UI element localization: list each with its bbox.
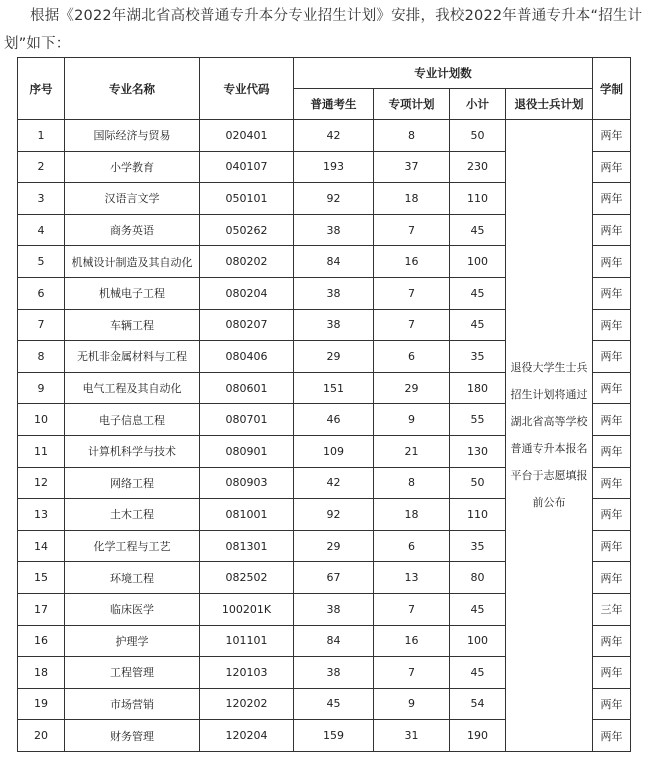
cell-major-code: 080601 — [200, 372, 294, 404]
cell-duration: 两年 — [593, 151, 631, 183]
cell-major-name: 汉语言文学 — [65, 183, 200, 215]
cell-duration: 两年 — [593, 657, 631, 689]
cell-subtotal: 100 — [450, 246, 506, 278]
cell-duration: 两年 — [593, 688, 631, 720]
cell-duration: 两年 — [593, 341, 631, 373]
cell-regular: 193 — [294, 151, 374, 183]
cell-regular: 38 — [294, 309, 374, 341]
cell-major-name: 商务英语 — [65, 214, 200, 246]
cell-subtotal: 35 — [450, 530, 506, 562]
cell-subtotal: 110 — [450, 183, 506, 215]
cell-regular: 38 — [294, 277, 374, 309]
cell-major-code: 120103 — [200, 657, 294, 689]
cell-special: 31 — [374, 720, 450, 752]
cell-special: 6 — [374, 530, 450, 562]
cell-major-name: 化学工程与工艺 — [65, 530, 200, 562]
cell-major-code: 120202 — [200, 688, 294, 720]
cell-major-name: 财务管理 — [65, 720, 200, 752]
cell-index: 4 — [18, 214, 65, 246]
cell-major-code: 080903 — [200, 467, 294, 499]
table-body — [18, 120, 631, 752]
cell-subtotal: 50 — [450, 467, 506, 499]
cell-major-code: 100201K — [200, 593, 294, 625]
header-plan-group: 专业计划数 — [294, 58, 593, 89]
header-subtotal: 小计 — [450, 89, 506, 120]
cell-special: 6 — [374, 341, 450, 373]
header-duration: 学制 — [593, 58, 631, 120]
cell-subtotal: 80 — [450, 562, 506, 594]
cell-regular: 38 — [294, 214, 374, 246]
cell-major-code: 081301 — [200, 530, 294, 562]
cell-index: 15 — [18, 562, 65, 594]
cell-index: 12 — [18, 467, 65, 499]
cell-major-code: 080207 — [200, 309, 294, 341]
cell-subtotal: 230 — [450, 151, 506, 183]
cell-special: 18 — [374, 499, 450, 531]
cell-major-code: 050262 — [200, 214, 294, 246]
cell-index: 8 — [18, 341, 65, 373]
cell-subtotal: 50 — [450, 120, 506, 152]
cell-special: 8 — [374, 467, 450, 499]
cell-index: 18 — [18, 657, 65, 689]
cell-regular: 38 — [294, 657, 374, 689]
cell-subtotal: 45 — [450, 657, 506, 689]
cell-regular: 29 — [294, 341, 374, 373]
cell-regular: 92 — [294, 183, 374, 215]
cell-special: 21 — [374, 435, 450, 467]
cell-subtotal: 180 — [450, 372, 506, 404]
cell-major-code: 040107 — [200, 151, 294, 183]
cell-major-name: 国际经济与贸易 — [65, 120, 200, 152]
cell-major-code: 120204 — [200, 720, 294, 752]
cell-duration: 两年 — [593, 435, 631, 467]
cell-special: 16 — [374, 246, 450, 278]
cell-major-code: 101101 — [200, 625, 294, 657]
cell-subtotal: 190 — [450, 720, 506, 752]
cell-regular: 38 — [294, 593, 374, 625]
cell-duration: 两年 — [593, 404, 631, 436]
cell-index: 16 — [18, 625, 65, 657]
enrollment-plan-table — [17, 57, 631, 752]
cell-regular: 109 — [294, 435, 374, 467]
cell-index: 11 — [18, 435, 65, 467]
cell-duration: 两年 — [593, 625, 631, 657]
cell-index: 13 — [18, 499, 65, 531]
header-index: 序号 — [18, 58, 65, 120]
cell-subtotal: 45 — [450, 593, 506, 625]
header-veteran: 退役士兵计划 — [506, 89, 593, 120]
cell-regular: 92 — [294, 499, 374, 531]
cell-regular: 29 — [294, 530, 374, 562]
cell-major-code: 080701 — [200, 404, 294, 436]
cell-special: 16 — [374, 625, 450, 657]
cell-subtotal: 45 — [450, 214, 506, 246]
cell-duration: 两年 — [593, 277, 631, 309]
cell-special: 8 — [374, 120, 450, 152]
cell-duration: 两年 — [593, 120, 631, 152]
cell-regular: 159 — [294, 720, 374, 752]
cell-index: 1 — [18, 120, 65, 152]
cell-special: 37 — [374, 151, 450, 183]
cell-special: 7 — [374, 593, 450, 625]
cell-major-name: 机械电子工程 — [65, 277, 200, 309]
veteran-plan-note: 退役大学生士兵招生计划将通过湖北省高等学校普通专升本报名平台于志愿填报前公布 — [506, 120, 593, 752]
cell-duration: 两年 — [593, 372, 631, 404]
cell-regular: 67 — [294, 562, 374, 594]
cell-index: 2 — [18, 151, 65, 183]
intro-paragraph: 根据《2022年湖北省高校普通专升本分专业招生计划》安排，我校2022年普通专升本“招生计划”如下： — [4, 8, 643, 52]
cell-duration: 两年 — [593, 214, 631, 246]
cell-major-name: 工程管理 — [65, 657, 200, 689]
cell-index: 9 — [18, 372, 65, 404]
cell-index: 14 — [18, 530, 65, 562]
cell-major-code: 050101 — [200, 183, 294, 215]
cell-major-name: 机械设计制造及其自动化 — [65, 246, 200, 278]
cell-special: 7 — [374, 214, 450, 246]
cell-index: 7 — [18, 309, 65, 341]
cell-subtotal: 110 — [450, 499, 506, 531]
header-major-name: 专业名称 — [65, 58, 200, 120]
cell-special: 18 — [374, 183, 450, 215]
cell-regular: 42 — [294, 120, 374, 152]
cell-index: 19 — [18, 688, 65, 720]
cell-index: 20 — [18, 720, 65, 752]
cell-subtotal: 55 — [450, 404, 506, 436]
cell-special: 7 — [374, 277, 450, 309]
cell-major-code: 080901 — [200, 435, 294, 467]
cell-major-name: 临床医学 — [65, 593, 200, 625]
cell-special: 29 — [374, 372, 450, 404]
cell-subtotal: 45 — [450, 277, 506, 309]
cell-major-name: 车辆工程 — [65, 309, 200, 341]
cell-special: 9 — [374, 404, 450, 436]
cell-subtotal: 100 — [450, 625, 506, 657]
cell-regular: 42 — [294, 467, 374, 499]
cell-major-name: 电子信息工程 — [65, 404, 200, 436]
table-row — [18, 120, 631, 152]
header-major-code: 专业代码 — [200, 58, 294, 120]
cell-duration: 两年 — [593, 467, 631, 499]
cell-regular: 84 — [294, 246, 374, 278]
cell-duration: 三年 — [593, 593, 631, 625]
header-regular: 普通考生 — [294, 89, 374, 120]
cell-duration: 两年 — [593, 720, 631, 752]
cell-regular: 151 — [294, 372, 374, 404]
cell-regular: 45 — [294, 688, 374, 720]
cell-duration: 两年 — [593, 246, 631, 278]
cell-index: 3 — [18, 183, 65, 215]
cell-subtotal: 54 — [450, 688, 506, 720]
cell-major-code: 080202 — [200, 246, 294, 278]
cell-major-code: 081001 — [200, 499, 294, 531]
cell-index: 5 — [18, 246, 65, 278]
cell-major-name: 土木工程 — [65, 499, 200, 531]
cell-special: 7 — [374, 309, 450, 341]
cell-major-code: 080406 — [200, 341, 294, 373]
cell-major-code: 080204 — [200, 277, 294, 309]
cell-major-name: 小学教育 — [65, 151, 200, 183]
cell-major-name: 网络工程 — [65, 467, 200, 499]
header-special: 专项计划 — [374, 89, 450, 120]
cell-major-name: 市场营销 — [65, 688, 200, 720]
cell-major-name: 计算机科学与技术 — [65, 435, 200, 467]
cell-major-code: 020401 — [200, 120, 294, 152]
cell-major-code: 082502 — [200, 562, 294, 594]
cell-special: 13 — [374, 562, 450, 594]
cell-major-name: 环境工程 — [65, 562, 200, 594]
cell-duration: 两年 — [593, 309, 631, 341]
cell-major-name: 电气工程及其自动化 — [65, 372, 200, 404]
cell-regular: 46 — [294, 404, 374, 436]
cell-duration: 两年 — [593, 562, 631, 594]
cell-special: 7 — [374, 657, 450, 689]
cell-index: 17 — [18, 593, 65, 625]
cell-index: 10 — [18, 404, 65, 436]
cell-duration: 两年 — [593, 499, 631, 531]
cell-duration: 两年 — [593, 530, 631, 562]
cell-subtotal: 130 — [450, 435, 506, 467]
cell-major-name: 护理学 — [65, 625, 200, 657]
cell-special: 9 — [374, 688, 450, 720]
cell-index: 6 — [18, 277, 65, 309]
cell-subtotal: 45 — [450, 309, 506, 341]
cell-duration: 两年 — [593, 183, 631, 215]
cell-regular: 84 — [294, 625, 374, 657]
cell-major-name: 无机非金属材料与工程 — [65, 341, 200, 373]
cell-subtotal: 35 — [450, 341, 506, 373]
